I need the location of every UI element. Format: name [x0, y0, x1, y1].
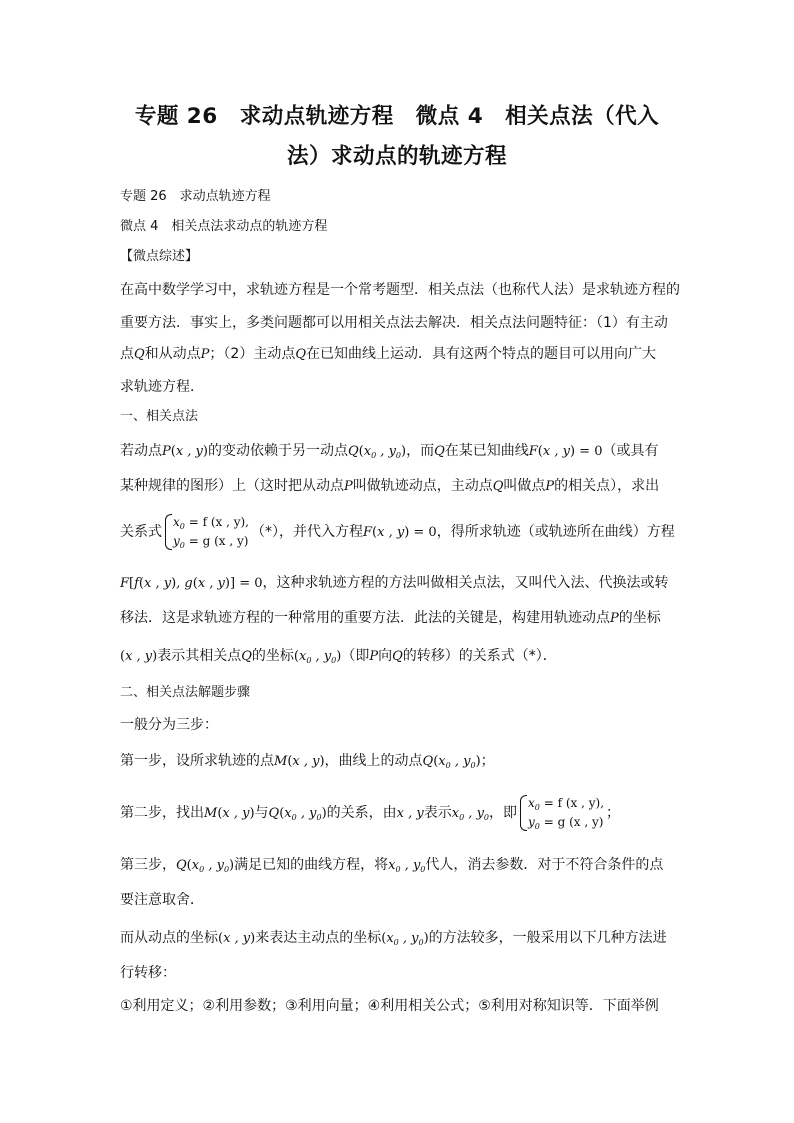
doc-title-line-2: 法）求动点的轨迹方程 — [286, 144, 507, 169]
paragraph-line: 一般分为三步： — [120, 717, 218, 733]
paragraph-line: 某种规律的图形）上（这时把从动点P叫做轨迹动点，主动点Q叫做点P的相关点），求出 — [120, 478, 660, 494]
paragraph-line: 在高中数学学习中，求轨迹方程是一个常考题型．相关点法（也称代人法）是求轨迹方程的 — [120, 282, 680, 298]
paragraph-line: F[f(x , y), g(x , y)] = 0，这种求轨迹方程的方法叫做相关点法，又叫代入法、代换法或转 — [120, 575, 669, 591]
paragraph-line: 点Q和从动点P；（2）主动点Q在已知曲线上运动．具有这两个特点的题目可以用向广大 — [120, 346, 657, 362]
paragraph-line: ①利用定义；②利用参数；③利用向量；④利用相关公式；⑤利用对称知识等．下面举例 — [120, 998, 659, 1014]
paragraph-line: (x , y)表示其相关点Q的坐标($x_0$ , $y_0$)（即P向Q的转移）的关系式（*）． — [120, 648, 557, 665]
doc-title-line-1: 专题 26 求动点轨迹方程 微点 4 相关点法（代入 — [134, 104, 660, 129]
paragraph-line: 关系式 $x_0 = f$ (x , y), $y_0 = g$ (x , y) （*），并代入方程F(x , y) = 0，得所求轨迹（或轨迹所在曲线）方程 — [120, 515, 675, 550]
step-3: 第三步，$Q(x_0$ , $y_0$)满足已知的曲线方程，将$x_0$ , $y_0$代人，消去参数．对于不符合条件的点 — [120, 857, 664, 874]
paragraph-line: 若动点P(x , y)的变动依赖于另一动点$Q(x_0$ , $y_0$)，而Q在某已知曲线F(x , y) = 0（或具有 — [120, 443, 659, 460]
paragraph-line: 而从动点的坐标(x , y)来表达主动点的坐标($x_0$ , $y_0$)的方法较多，一般采用以下几种方法进 — [120, 930, 667, 947]
paragraph-line: 重要方法．事实上，多类问题都可以用相关点法去解决．相关点法问题特征：（1）有主动 — [120, 315, 668, 331]
equation-system: $x_0 = f$ (x , y), $y_0 = g$ (x , y) — [519, 794, 604, 832]
equation-system: $x_0 = f$ (x , y), $y_0 = g$ (x , y) — [164, 513, 249, 551]
section-heading-steps: 二、相关点法解题步骤 — [120, 685, 251, 700]
paragraph-line: 移法．这是求轨迹方程的一种常用的重要方法．此法的关键是，构建用轨迹动点P的坐标 — [120, 610, 661, 626]
step-1: 第一步，设所求轨迹的点M(x , y)，曲线上的动点$Q(x_0$ , $y_0$)； — [120, 753, 495, 770]
paragraph-line: 求轨迹方程． — [120, 379, 204, 395]
paragraph-line: 行转移： — [120, 965, 176, 981]
section-heading-method: 一、相关点法 — [120, 409, 199, 424]
paragraph-line: 要注意取舍． — [120, 892, 204, 908]
step-2: 第二步，找出M(x , y)与$Q(x_0$ , $y_0$)的关系，由x , y表示$x_0$ , $y_0$，即 $x_0 = f$ (x , y), $y_0 = g$ (x , y) ； — [120, 796, 621, 831]
section-overview-heading: 【微点综述】 — [120, 249, 199, 264]
subtitle-point: 微点 4 相关点法求动点的轨迹方程 — [120, 219, 328, 234]
subtitle-topic: 专题 26 求动点轨迹方程 — [120, 189, 271, 204]
